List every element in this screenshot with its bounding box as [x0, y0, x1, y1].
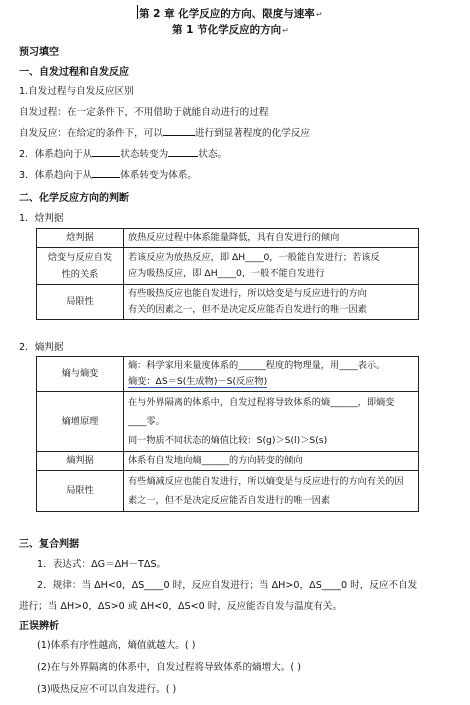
row-content: 有些吸热反应也能自发进行，所以焓变是与反应进行的方向 有关的因素之一，但不是决定反应能否自发进行的唯一因素 [124, 285, 419, 320]
part1-heading: 一、自发过程和自发反应 [19, 67, 129, 78]
process-definition: 自发过程：在一定条件下，不用借助于就能自动进行的过程 [19, 107, 269, 118]
rule-line-2: 进行；当 ΔH>0，ΔS>0 或 ΔH<0，ΔS<0 时，反应能否自发与温度有关。 [19, 601, 343, 612]
enthalpy-subheading: 1．焓判据 [19, 213, 64, 224]
row-content: 在与外界隔离的体系中，自发过程将导致体系的熵______，即熵变 ____零。 同一物质不同状态的熵值比较：S(g)＞S(l)＞S(s) [124, 392, 419, 452]
table-row [37, 248, 419, 285]
item3: 3．体系趋向于从 体系转变为体系。 [19, 170, 198, 181]
table-row [37, 392, 419, 452]
section-title: 第 1 节化学反应的方向↵ [172, 24, 289, 36]
judge-item-1: (1)体系有序性越高，熵值就越大。( ) [37, 640, 196, 651]
judge-item-3: (3)吸热反应不可以自发进行。( ) [37, 684, 177, 695]
row-label: 局限性 [37, 471, 124, 512]
table-row [37, 471, 419, 512]
entropy-table [36, 356, 419, 512]
table-row [37, 357, 419, 392]
row-content: 有些熵减反应也能自发进行，所以熵变是与反应进行的方向有关的因 素之一，但不是决定反应能否自发进行的唯一因素 [124, 471, 419, 512]
judge-item-2: (2)在与外界隔离的体系中，自发过程将导致体系的熵增大。( ) [37, 662, 301, 673]
row-label: 熵与熵变 [37, 357, 124, 392]
rule-line-1: 2．规律：当 ΔH<0，ΔS____0 时，反应自发进行；当 ΔH>0，ΔS____0 时，反应不自发 [37, 580, 418, 591]
chapter-title: 第 2 章 化学反应的方向、限度与速率↵ [139, 8, 323, 20]
row-label: 熵增原理 [37, 392, 124, 452]
item2: 2．体系趋向于从 状态转变为 状态。 [19, 149, 228, 160]
row-content: 若该反应为放热反应，即 ΔH____0，一般能自发进行；若该反 应为吸热反应，即 ΔH____0，一般不能自发进行 [124, 248, 419, 285]
row-content: 熵：科学家用来量度体系的______程度的物理量，用____表示。 熵变：ΔS＝S(生成物)－S(反应物) [124, 357, 419, 392]
judge-heading: 正误辨析 [19, 621, 59, 632]
preview-title: 预习填空 [19, 47, 59, 58]
row-content: 放热反应过程中体系能量降低，具有自发进行的倾向 [124, 229, 419, 248]
row-content: 体系有自发地向熵______的方向转变的倾向 [124, 452, 419, 471]
table-row [37, 452, 419, 471]
row-label: 熵判据 [37, 452, 124, 471]
row-label: 局限性 [37, 285, 124, 320]
part1-sub1: 1.自发过程与自发反应区别 [19, 86, 134, 97]
reaction-definition: 自发反应：在给定的条件下，可以 进行到显著程度的化学反应 [19, 128, 311, 139]
table-row [37, 229, 419, 248]
part2-heading: 二、化学反应方向的判断 [19, 193, 129, 204]
row-label: 焓变与反应自发 性的关系 [37, 248, 124, 285]
part3-heading: 三、复合判据 [19, 539, 79, 550]
table-row [37, 285, 419, 320]
entropy-subheading: 2．熵判据 [19, 342, 64, 353]
row-label: 焓判据 [37, 229, 124, 248]
formula-line: 1．表达式：ΔG＝ΔH－TΔS。 [37, 559, 167, 570]
text-cursor [137, 5, 138, 19]
enthalpy-table [36, 228, 419, 320]
